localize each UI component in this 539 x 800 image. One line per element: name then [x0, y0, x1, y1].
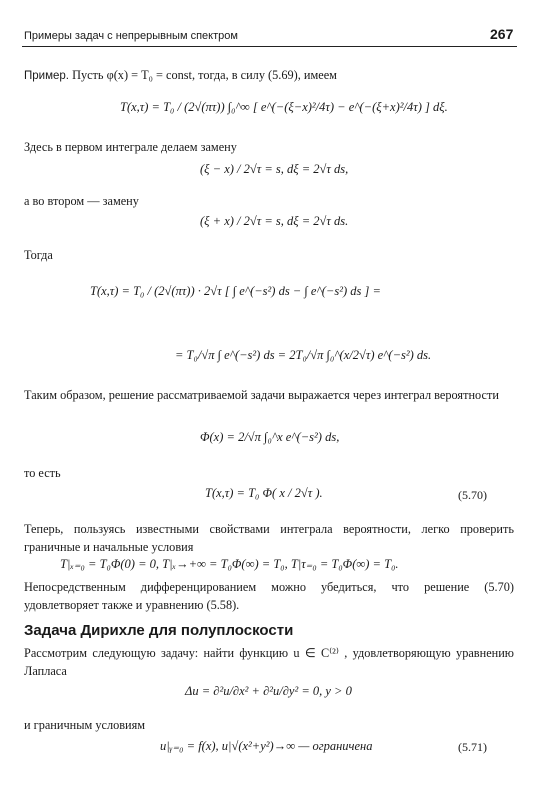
section-title: Задача Дирихле для полуплоскости: [24, 622, 294, 639]
paragraph-boundary-check: Теперь, пользуясь известными свойствами интеграла вероятности, легко проверить граничные и начальные условия: [24, 522, 514, 554]
paragraph-substitution-2: а во втором — замену: [24, 194, 139, 208]
equation-1: T(x,τ) = T₀ / (2√(πτ)) ∫₀^∞ [ e^(−(ξ−x)²/4τ) − e^(−(ξ+x)²/4τ) ] dξ.: [120, 100, 448, 114]
paragraph-that-is: то есть: [24, 466, 61, 480]
paragraph-problem-statement: Рассмотрим следующую задачу: найти функцию u ∈ C⁽²⁾ , удовлетворяющую уравнению Лапласа: [24, 646, 514, 678]
equation-8: Δu = ∂²u/∂x² + ∂²u/∂y² = 0, y > 0: [185, 684, 352, 698]
page-number: 267: [490, 26, 514, 42]
example-paragraph: [24, 66, 514, 85]
header-rule: [22, 46, 517, 47]
example-label: Пример.: [24, 70, 69, 82]
equation-4a: T(x,τ) = T₀ / (2√(πτ)) · 2√τ [ ∫ e^(−s²) ds − ∫ e^(−s²) ds ] =: [90, 284, 381, 298]
equation-9: u|ᵧ₌₀ = f(x), u|√(x²+y²)→∞ — ограничена: [160, 739, 373, 753]
paragraph-differentiation: Непосредственным дифференцированием можно убедиться, что решение (5.70) удовлетворяет также и уравнению (5.58).: [24, 580, 514, 612]
equation-3: (ξ + x) / 2√τ = s, dξ = 2√τ ds.: [200, 214, 349, 228]
running-header-title: Примеры задач с непрерывным спектром: [24, 30, 238, 42]
equation-9-number: (5.71): [458, 740, 487, 754]
equation-7: T|ₓ₌₀ = T₀Φ(0) = 0, T|ₓ→+∞ = T₀Φ(∞) = T₀, T|τ₌₀ = T₀Φ(∞) = T₀.: [60, 557, 399, 571]
equation-4b: = T₀/√π ∫ e^(−s²) ds = 2T₀/√π ∫₀^(x/2√τ) e^(−s²) ds.: [175, 348, 432, 362]
paragraph-then: Тогда: [24, 248, 53, 262]
equation-6-number: (5.70): [458, 488, 487, 502]
paragraph-boundary-conditions: и граничным условиям: [24, 718, 146, 732]
equation-6: T(x,τ) = T₀ Φ( x / 2√τ ).: [205, 486, 323, 500]
equation-5: Φ(x) = 2/√π ∫₀^x e^(−s²) ds,: [200, 430, 340, 444]
example-text: Пусть φ(x) = T₀ = const, тогда, в силу (5.69), имеем: [72, 68, 337, 82]
paragraph-probability-integral: Таким образом, решение рассматриваемой задачи выражается через интеграл вероятности: [24, 388, 499, 402]
equation-2: (ξ − x) / 2√τ = s, dξ = 2√τ ds,: [200, 162, 349, 176]
paragraph-substitution-1: Здесь в первом интеграле делаем замену: [24, 140, 237, 154]
